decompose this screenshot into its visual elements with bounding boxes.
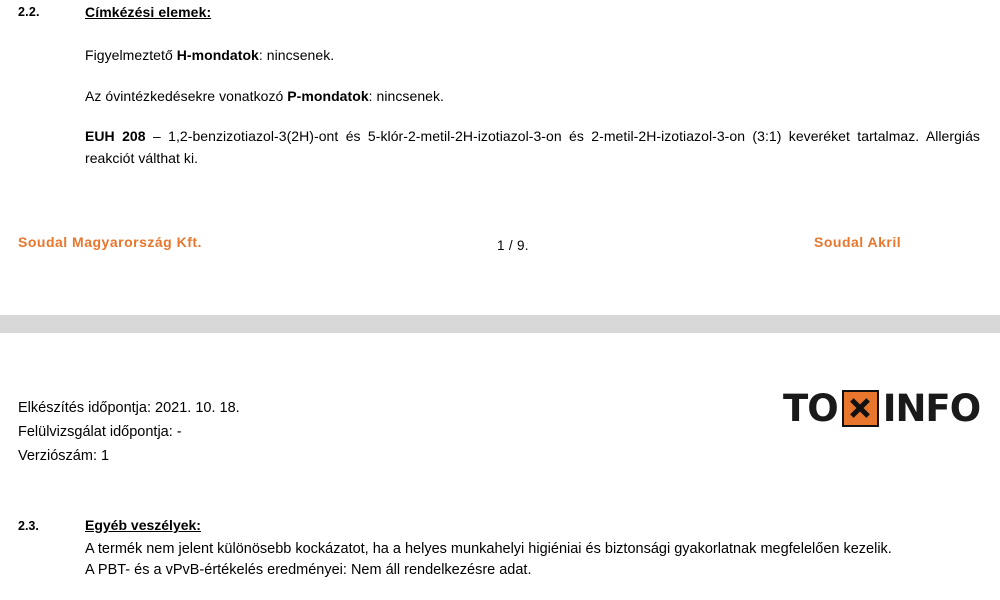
- section-2-3-title: Egyéb veszélyek:: [85, 517, 201, 533]
- footer-product-name: Soudal Akril: [814, 234, 902, 250]
- footer-page-number: 1 / 9.: [497, 238, 529, 253]
- logo-text-right: INFO: [882, 386, 981, 430]
- euh-statement-paragraph: [85, 125, 980, 169]
- euh-code: EUH 208: [85, 128, 146, 144]
- page-separator: [0, 315, 1000, 333]
- euh-text: – 1,2-benzizotiazol-3(2H)-ont és 5-klór-2-metil-2H-izotiazol-3-on és 2-metil-2H-izotiazol-3-on (3:1) keveréket tartalmaz. Allergiás reakciót válthat ki.: [85, 128, 980, 166]
- footer-company-name: Soudal Magyarország Kft.: [18, 234, 202, 250]
- p-statements-prefix: Az óvintézkedésekre vonatkozó: [85, 88, 288, 104]
- section-2-3-line-1: A termék nem jelent különösebb kockázatot, ha a helyes munkahelyi higiéniai és biztonsági gyakorlatnak megfelelően kezelik.: [85, 541, 892, 557]
- meta-prepared-date: Elkészítés időpontja: 2021. 10. 18.: [18, 400, 240, 416]
- section-2-3-number: 2.3.: [18, 519, 39, 533]
- meta-revision-date: Felülvizsgálat időpontja: -: [18, 424, 182, 440]
- section-2-3-line-2: A PBT- és a vPvB-értékelés eredményei: Nem áll rendelkezésre adat.: [85, 562, 532, 578]
- h-statements-line: [85, 45, 334, 65]
- document-meta-block: [18, 396, 240, 468]
- hazard-cross-icon: [842, 390, 879, 427]
- h-statements-suffix: : nincsenek.: [258, 47, 335, 63]
- toxinfo-logo: [783, 388, 980, 428]
- section-2-2-title: Címkézési elemek:: [85, 4, 212, 20]
- logo-text-left: TO: [783, 386, 838, 430]
- h-statements-prefix: Figyelmeztető: [85, 47, 177, 63]
- meta-version-number: Verziószám: 1: [18, 448, 110, 464]
- p-statements-line: [85, 86, 444, 106]
- p-statements-bold: P-mondatok: [287, 88, 369, 104]
- section-2-2-number: 2.2.: [18, 5, 40, 19]
- h-statements-bold: H-mondatok: [176, 47, 259, 63]
- p-statements-suffix: : nincsenek.: [368, 88, 444, 104]
